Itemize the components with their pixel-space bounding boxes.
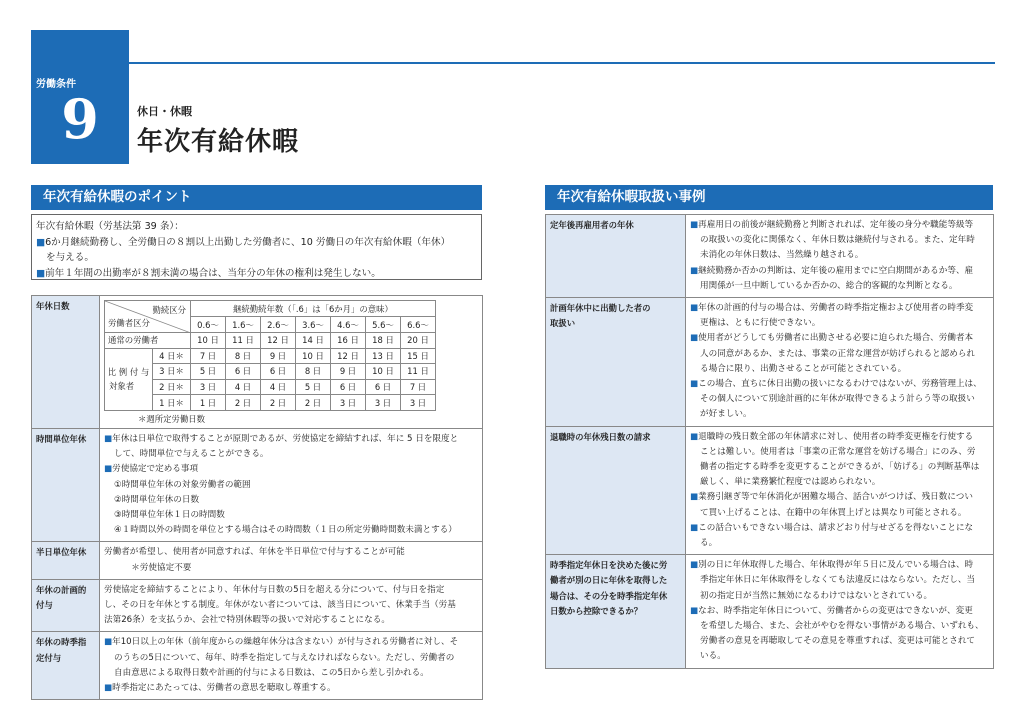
days-value-cell: 10 日 <box>366 364 401 380</box>
days-value-cell: 6 日 <box>366 379 401 395</box>
row-content <box>686 555 994 668</box>
row-label <box>546 426 686 555</box>
content-line: ■再雇用日の前後が継続勤務と判断されれば、定年後の身分や職能等級等 <box>690 220 974 230</box>
content-line: て買い上げることは、在籍中の年休買上げとは異なり可能とされる。 <box>700 507 967 518</box>
content-line: 労働者の意見を再聴取してその意見を尊重すれば、変更は可能とされて <box>700 636 976 647</box>
days-value-cell: 11 日 <box>401 364 436 380</box>
weekly-days-cell: 2 日＊ <box>153 379 191 395</box>
bullet-icon: ■ <box>690 333 699 344</box>
years-header-cell: 6.6〜 <box>401 317 436 333</box>
row-label <box>546 215 686 298</box>
content-line: 働者の指定する時季を変更することができるが、「妨げる」の判断基準は <box>700 462 980 473</box>
table-row <box>105 395 436 411</box>
content-line: 更権は、ともに行使できない。 <box>700 318 821 329</box>
content-line: 労使協定を締結することにより、年休付与日数の5日を超える分について、付与日を指定 <box>104 584 445 595</box>
bullet-icon: ■ <box>690 560 699 571</box>
table-row <box>105 348 436 364</box>
row-label-line: 計画年休中に出勤した者の <box>550 303 651 314</box>
points-line: ■前年１年間の出勤率が８割未満の場合は、当年分の年休の権利は発生しない。 <box>36 267 381 279</box>
content-line: ■年10日以上の年休（前年度からの繰越年休分は含まない）が付与される労働者に対し、そ <box>104 637 459 648</box>
weekly-days-cell: 1 日＊ <box>153 395 191 411</box>
content-line: 自由意思による取得日数や計画的付与による日数は、この5日から差し引かれる。 <box>114 667 429 678</box>
bullet-icon: ■ <box>690 303 699 314</box>
days-value-cell: 6 日 <box>261 364 296 380</box>
days-value-cell: 6 日 <box>226 364 261 380</box>
content-line: 厳しく、単に業務繁忙程度では認められない。 <box>700 477 881 488</box>
content-line: ④１時間以外の時間を単位とする場合はその時間数（１日の所定労働時間数未満とする） <box>114 525 457 536</box>
content-line: ■年休の計画的付与の場合は、労働者の時季指定権および使用者の時季変 <box>690 303 974 314</box>
table-row <box>105 364 436 380</box>
left-rules-table <box>31 295 483 700</box>
row-label <box>32 542 100 579</box>
days-value-cell: 1 日 <box>191 395 226 411</box>
content-line: 用関係が一旦中断しているか否かの、総合的客観的な判断となる。 <box>700 280 958 291</box>
content-line: る。 <box>700 538 718 549</box>
bullet-icon: ■ <box>690 220 699 230</box>
content-line: 未消化の年休日数は、当然繰り越される。 <box>700 250 864 261</box>
bullet-icon: ■ <box>104 637 113 648</box>
days-value-cell: 10 日 <box>191 333 226 349</box>
bullet-icon: ■ <box>104 433 113 444</box>
bullet-icon: ■ <box>690 431 699 442</box>
row-label-line: 日数から控除できるか？ <box>550 605 643 616</box>
days-value-cell: 15 日 <box>401 348 436 364</box>
row-label <box>32 428 100 541</box>
bullet-icon: ■ <box>104 464 113 475</box>
days-value-cell: 12 日 <box>331 348 366 364</box>
table-row <box>546 555 994 668</box>
content-line: いる。 <box>700 651 726 662</box>
row-label-line: 場合は、その分を時季指定年休 <box>550 590 668 601</box>
content-line: を希望した場合、また、会社がやむを得ない事情がある場合、いずれも、 <box>700 621 984 632</box>
days-value-cell: 2 日 <box>226 395 261 411</box>
days-value-cell: 2 日 <box>296 395 331 411</box>
row-label-line: 取扱い <box>550 318 576 329</box>
days-value-cell: 3 日 <box>191 379 226 395</box>
bullet-icon: ■ <box>104 683 113 694</box>
years-header-cell: 3.6〜 <box>296 317 331 333</box>
row-content <box>686 426 994 555</box>
table-row <box>32 428 483 541</box>
content-line: る場合に限り、出勤させることが可能とされている。 <box>700 363 907 374</box>
days-value-cell: 5 日 <box>191 364 226 380</box>
days-value-cell: 13 日 <box>366 348 401 364</box>
chapter-badge <box>31 30 129 164</box>
table-row <box>32 296 483 429</box>
row-label-line: 時季指定年休日を決めた後に労 <box>550 560 668 571</box>
content-line: ■この話合いもできない場合は、請求どおり付与せざるを得ないことにな <box>690 522 974 533</box>
days-note: ＊週所定労働日数 <box>138 413 205 424</box>
content-line: し、その日を年休とする制度。年休がない者については、該当日について、休業手当（労基 <box>104 600 456 610</box>
row-content <box>100 542 483 579</box>
years-header: 継続勤続年数（「.6」は「6か月」の意味） <box>191 301 436 317</box>
content-line: の取扱いの変化に関係なく、年休日数は継続付与される。また、定年時 <box>700 235 975 246</box>
weekly-days-cell: 4 日＊ <box>153 348 191 364</box>
table-row <box>546 426 994 555</box>
days-value-cell: 20 日 <box>401 333 436 349</box>
row-label <box>32 579 100 632</box>
table-row <box>32 542 483 579</box>
table-row <box>546 298 994 427</box>
days-value-cell: 7 日 <box>191 348 226 364</box>
content-line: ■時季指定にあたっては、労働者の意思を聴取し尊重する。 <box>104 683 336 694</box>
days-value-cell: 6 日 <box>331 379 366 395</box>
bullet-icon: ■ <box>690 522 699 533</box>
row-label-line: 定年後再雇用者の年休 <box>550 220 634 230</box>
content-line: ■なお、時季指定年休日について、労働者からの変更はできないが、変更 <box>690 605 973 616</box>
row-label-line: 定付与 <box>36 652 62 663</box>
points-heading: 年次有給休暇のポイント <box>31 185 482 210</box>
row-content <box>100 632 483 700</box>
cases-table <box>545 214 994 669</box>
work-class-label: 勤続区分 <box>152 305 186 315</box>
weekly-days-cell: 3 日＊ <box>153 364 191 380</box>
content-line: ＊労使協定不要 <box>114 562 192 573</box>
content-line: その個人について別途計画的に年休が取得できるよう計らう等の取扱い <box>700 394 975 405</box>
content-line: 労働者が希望し、使用者が同意すれば、年休を半日単位で付与することが可能 <box>104 547 405 558</box>
years-header-cell: 0.6〜 <box>191 317 226 333</box>
years-header-cell: 5.6〜 <box>366 317 401 333</box>
row-label: 年休日数 <box>32 296 100 429</box>
points-box <box>31 214 482 280</box>
days-table <box>104 300 436 411</box>
bullet-icon: ■ <box>690 265 699 276</box>
content-line: ■この場合、直ちに休日出勤の扱いになるわけではないが、労務管理上は、 <box>690 379 982 390</box>
content-line: ③時間単位年休１日の時間数 <box>114 509 225 520</box>
days-value-cell: 18 日 <box>366 333 401 349</box>
header-rule <box>129 62 995 64</box>
content-line: が好ましい。 <box>700 409 752 420</box>
years-header-cell: 4.6〜 <box>331 317 366 333</box>
days-value-cell: 5 日 <box>296 379 331 395</box>
days-value-cell: 9 日 <box>261 348 296 364</box>
days-value-cell: 2 日 <box>261 395 296 411</box>
points-line: ■6か月継続勤務し、全労働日の８割以上出勤した労働者に、10 労働日の年次有給休暇（年休） <box>36 236 451 248</box>
days-value-cell: 8 日 <box>296 364 331 380</box>
bullet-icon: ■ <box>36 236 46 248</box>
days-value-cell: 14 日 <box>296 333 331 349</box>
page-subtitle: 休日・休暇 <box>137 105 192 118</box>
row-content <box>686 298 994 427</box>
row-content <box>100 579 483 632</box>
days-value-cell: 9 日 <box>331 364 366 380</box>
row-label-line: 付与 <box>36 600 53 610</box>
chapter-category: 労働条件 <box>36 79 76 90</box>
table-row <box>105 379 436 395</box>
table-row <box>546 215 994 298</box>
chapter-number: 9 <box>61 87 99 151</box>
content-line: 法第26条）を支払うか、会社で特別休暇等の扱いで対応することになる。 <box>104 615 390 626</box>
bullet-icon: ■ <box>36 267 46 279</box>
table-row <box>32 579 483 632</box>
page-title: 年次有給休暇 <box>137 127 300 157</box>
years-header-cell: 1.6〜 <box>226 317 261 333</box>
row-label <box>546 555 686 668</box>
proportional-label <box>105 348 153 410</box>
days-cell <box>100 296 483 429</box>
row-label-line: 働者が別の日に年休を取得した <box>550 575 668 586</box>
content-line: ことは難しい。使用者は「事業の正常な運営を妨げる場合」にのみ、労 <box>700 446 976 457</box>
days-value-cell: 12 日 <box>261 333 296 349</box>
row-label-line: 時間単位年休 <box>36 433 87 444</box>
content-line: ②時間単位年休の日数 <box>114 494 200 505</box>
row-label-line: 退職時の年休残日数の請求 <box>550 431 651 442</box>
row-label-line: 年休の計画的 <box>36 584 87 595</box>
row-label-line: 年休の時季指 <box>36 637 87 648</box>
bullet-icon: ■ <box>690 379 699 390</box>
worker-class-label: 労働者区分 <box>108 318 150 328</box>
content-line: して、時間単位で与えることができる。 <box>114 449 269 460</box>
content-line: 季指定年休日に年休取得をしなくても法違反にはならない。ただし、当 <box>700 575 976 586</box>
content-line: 人の同意があるか、または、事業の正常な運営が妨げられると認められ <box>700 348 976 359</box>
days-value-cell: 16 日 <box>331 333 366 349</box>
days-value-cell: 7 日 <box>401 379 436 395</box>
table-row <box>32 632 483 700</box>
content-line: のうちの5日について、毎年、時季を指定して与えなければならない。ただし、労働者の <box>114 652 455 663</box>
content-line: 初の指定日が当然に無効になるわけではないとされている。 <box>700 590 933 601</box>
days-value-cell: 4 日 <box>261 379 296 395</box>
points-line: を与える。 <box>46 252 94 263</box>
content-line: ■継続勤務か否かの判断は、定年後の雇用までに空白期間があるか等、雇 <box>690 265 974 276</box>
proportional-label-line: 対象者 <box>109 381 135 392</box>
content-line: ■退職時の残日数全部の年休請求に対し、使用者の時季変更権を行使する <box>690 431 974 442</box>
content-line: ■年休は日単位で取得することが原則であるが、労使協定を締結すれば、年に 5 日を限度と <box>104 433 459 444</box>
bullet-icon: ■ <box>690 605 699 616</box>
content-line: ■別の日に年休取得した場合、年休取得が年５日に及んでいる場合は、時 <box>690 560 974 571</box>
content-line: ■業務引継ぎ等で年休消化が困難な場合、話合いがつけば、残日数につい <box>690 492 973 503</box>
days-value-cell: 4 日 <box>226 379 261 395</box>
content-line: ■使用者がどうしても労働者に出勤させる必要に迫られた場合、労働者本 <box>690 333 974 344</box>
row-content <box>686 215 994 298</box>
row-label <box>546 298 686 427</box>
days-value-cell: 3 日 <box>331 395 366 411</box>
days-value-cell: 3 日 <box>366 395 401 411</box>
days-value-cell: 3 日 <box>401 395 436 411</box>
days-value-cell: 10 日 <box>296 348 331 364</box>
row-content <box>100 428 483 541</box>
cases-heading: 年次有給休暇取扱い事例 <box>545 185 993 210</box>
proportional-label-line: 比 例 付 与 <box>107 367 150 378</box>
content-line: ■労使協定で定める事項 <box>104 464 199 475</box>
days-value-cell: 8 日 <box>226 348 261 364</box>
corner-cell <box>105 301 191 333</box>
points-line: 年次有給休暇（労基法第 39 条）： <box>36 221 184 232</box>
row-label-line: 半日単位年休 <box>36 547 87 558</box>
content-line: ①時間単位年休の対象労働者の範囲 <box>114 479 251 490</box>
normal-worker-label: 通常の労働者 <box>105 333 191 349</box>
years-header-cell: 2.6〜 <box>261 317 296 333</box>
bullet-icon: ■ <box>690 492 699 503</box>
row-label <box>32 632 100 700</box>
days-value-cell: 11 日 <box>226 333 261 349</box>
